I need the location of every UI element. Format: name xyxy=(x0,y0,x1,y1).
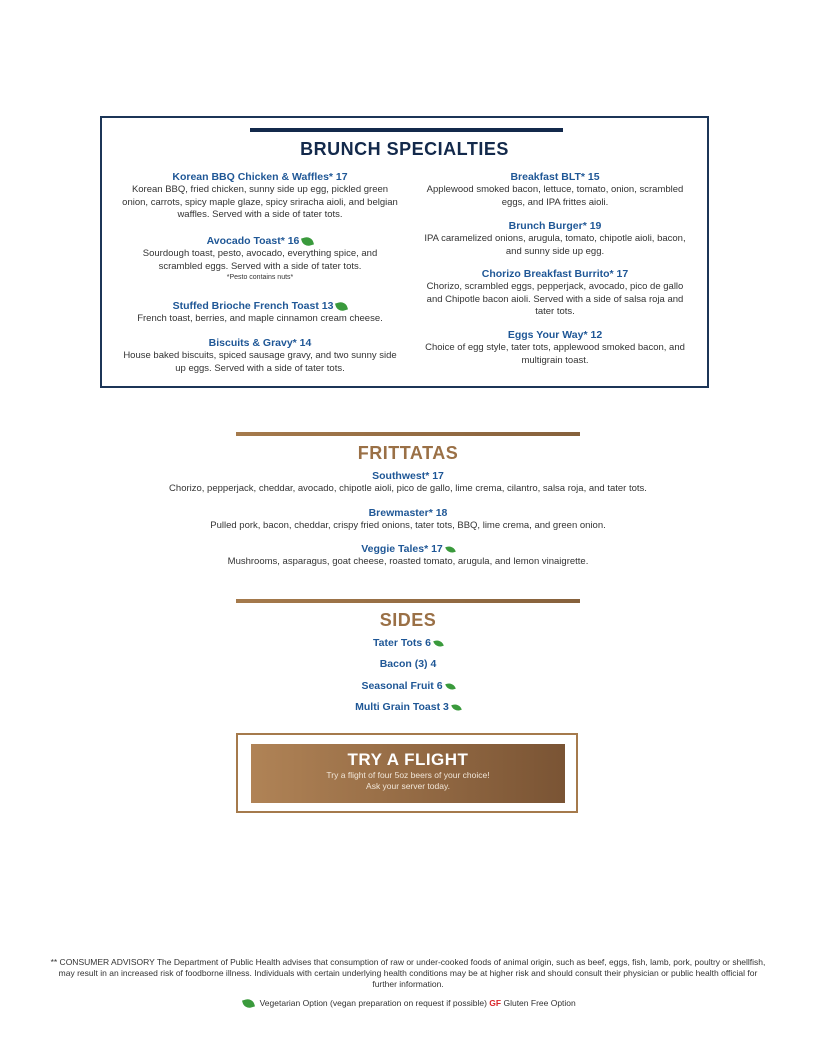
vegetarian-leaf-icon xyxy=(445,545,456,554)
brunch-item xyxy=(420,171,690,209)
item-name: Stuffed Brioche French Toast 13 xyxy=(172,300,334,312)
side-item xyxy=(0,680,816,692)
item-name: Brewmaster* 18 xyxy=(368,507,448,519)
legend xyxy=(0,998,816,1008)
item-description: Korean BBQ, fried chicken, sunny side up egg, pickled green onion, carrots, spicy maple glaze, spicy sriracha aioli, and belgian waffles. Served with a side of tater tots. xyxy=(122,184,398,220)
item-description: Choice of egg style, tater tots, applewood smoked bacon, and multigrain toast. xyxy=(425,342,685,366)
item-name: Avocado Toast* 16 xyxy=(206,235,300,247)
frittata-item xyxy=(0,470,816,496)
consumer-advisory: ** CONSUMER ADVISORY The Department of Public Health advises that consumption of raw or under-cooked foods of animal origin, such as beef, eggs, fish, lamb, pork, poultry or shellfish, may result in an increased risk of foodborne illness. Individuals with certain underlying health conditions may be at higher risk and should consult their physician or public health official for further information. xyxy=(50,957,766,989)
frittatas-section-title: FRITTATAS xyxy=(357,443,459,463)
frittatas-divider-bar xyxy=(236,432,580,436)
frittata-item xyxy=(0,507,816,533)
flight-title: TRY A FLIGHT xyxy=(347,750,469,769)
vegetarian-leaf-icon xyxy=(445,682,456,691)
item-description: IPA caramelized onions, arugula, tomato, chipotle aioli, bacon, and sunny side up egg. xyxy=(424,233,686,257)
vegetarian-leaf-icon xyxy=(242,998,255,1010)
item-description: Mushrooms, asparagus, goat cheese, roasted tomato, arugula, and lemon vinaigrette. xyxy=(227,556,589,567)
item-description: French toast, berries, and maple cinnamon cream cheese. xyxy=(137,313,383,324)
item-name: Eggs Your Way* 12 xyxy=(507,329,603,341)
brunch-item xyxy=(420,329,690,367)
vegetarian-leaf-icon xyxy=(451,703,462,712)
item-name: Korean BBQ Chicken & Waffles* 17 xyxy=(172,171,348,183)
vegetarian-leaf-icon xyxy=(335,300,348,312)
brunch-item xyxy=(420,268,690,319)
flight-line-1: Try a flight of four 5oz beers of your choice! xyxy=(326,770,490,780)
item-name: Tater Tots 6 xyxy=(373,637,431,649)
vegetarian-leaf-icon xyxy=(433,639,444,648)
item-name: Biscuits & Gravy* 14 xyxy=(208,337,312,349)
brunch-item xyxy=(120,300,400,326)
side-item xyxy=(0,701,816,713)
gluten-free-mark: GF xyxy=(489,998,502,1008)
item-description: Chorizo, pepperjack, cheddar, avocado, chipotle aioli, pico de gallo, lime crema, cilantro, salsa roja, and tater tots. xyxy=(169,483,647,494)
side-item xyxy=(0,658,816,670)
item-note: *Pesto contains nuts* xyxy=(226,274,294,281)
item-name: Brunch Burger* 19 xyxy=(508,220,602,232)
brunch-item xyxy=(120,235,400,283)
vegetarian-legend-label: Vegetarian Option (vegan preparation on request if possible) xyxy=(259,998,487,1008)
side-item xyxy=(0,637,816,649)
item-name: Seasonal Fruit 6 xyxy=(361,680,443,692)
item-name: Bacon (3) 4 xyxy=(379,658,437,670)
item-name: Southwest* 17 xyxy=(372,470,444,482)
flight-line-2: Ask your server today. xyxy=(366,781,450,791)
item-description: House baked biscuits, spiced sausage gravy, and two sunny side up eggs. Served with a side of tater tots. xyxy=(123,350,397,374)
brunch-section-title: BRUNCH SPECIALTIES xyxy=(300,139,509,159)
item-name: Breakfast BLT* 15 xyxy=(510,171,600,183)
item-description: Applewood smoked bacon, lettuce, tomato, onion, scrambled eggs, and IPA frittes aioli. xyxy=(426,184,684,208)
item-description: Chorizo, scrambled eggs, pepperjack, avocado, pico de gallo and Chipotle bacon aioli. Served with a side of salsa roja and tater tots. xyxy=(426,281,684,317)
item-description: Pulled pork, bacon, cheddar, crispy fried onions, tater tots, BBQ, lime crema, and green onion. xyxy=(210,520,606,531)
brunch-item xyxy=(120,337,400,375)
sides-divider-bar xyxy=(236,599,580,603)
sides-section-title: SIDES xyxy=(379,610,437,630)
item-name: Multi Grain Toast 3 xyxy=(355,701,449,713)
brunch-item xyxy=(120,171,400,222)
brunch-divider-bar xyxy=(250,128,563,132)
item-name: Veggie Tales* 17 xyxy=(361,543,443,555)
vegetarian-leaf-icon xyxy=(301,235,314,247)
item-name: Chorizo Breakfast Burrito* 17 xyxy=(481,268,629,280)
gluten-free-legend-label: Gluten Free Option xyxy=(503,998,576,1008)
frittata-item xyxy=(0,543,816,569)
brunch-item xyxy=(420,220,690,258)
item-description: Sourdough toast, pesto, avocado, everything spice, and scrambled eggs. Served with a side of tater tots. xyxy=(142,248,378,272)
